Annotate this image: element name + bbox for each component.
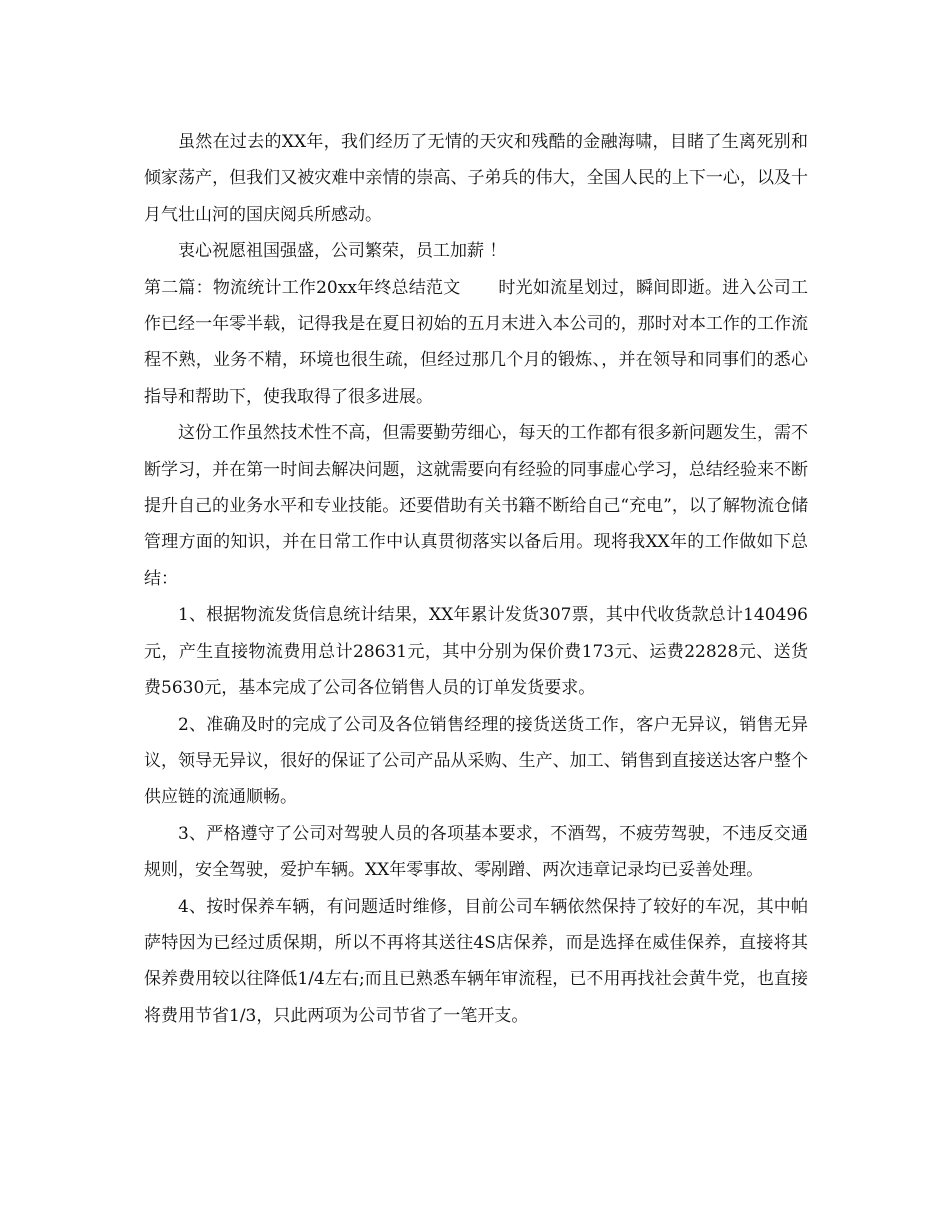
section-heading-paragraph [144, 270, 808, 416]
paragraph-blessing: 衷心祝愿祖国强盛，公司繁荣，员工加薪 ！ [178, 241, 507, 262]
paragraph-item-3: 3、严格遵守了公司对驾驶人员的各项基本要求，不酒驾，不疲劳驾驶，不违反交通规则，安全驾驶，爱护车辆。XX年零事故、零剐蹭、两次违章记录均已妥善处理。 [144, 823, 808, 881]
paragraph-item-1: 1、根据物流发货信息统计结果，XX年累计发货307票，其中代收货款总计140496元，产生直接物流费用总计28631元，其中分别为保价费173元、运费22828元、送货费5630元，基本完成了公司各位销售人员的订单发货要求。 [144, 605, 808, 699]
document-body [144, 124, 808, 1034]
paragraph-item-2: 2、准确及时的完成了公司及各位销售经理的接货送货工作，客户无异议，销售无异议，领导无异议，很好的保证了公司产品从采购、生产、加工、销售到直接送达客户整个供应链的流通顺畅。 [144, 714, 808, 808]
section-intro: 时光如流星划过，瞬间即逝。进入公司工作已经一年零半载，记得我是在夏日初始的五月末进入本公司的，那时对本工作的工作流程不熟，业务不精，环境也很生疏，但经过那几个月的锻炼、，并在领导和同事们的悉心指导和帮助下，使我取得了很多进展。 [144, 277, 808, 407]
paragraph-work-overview: 这份工作虽然技术性不高，但需要勤劳细心，每天的工作都有很多新问题发生，需不断学习，并在第一时间去解决问题，这就需要向有经验的同事虚心学习，总结经验来不断提升自己的业务水平和专业技能。还要借助有关书籍不断给自己“充电”，以了解物流仓储管理方面的知识，并在日常工作中认真贯彻落实以备后用。现将我XX年的工作做如下总结： [144, 423, 808, 589]
paragraph-disaster-reflection: 虽然在过去的XX年，我们经历了无情的天灾和残酷的金融海啸，目睹了生离死别和倾家荡产，但我们又被灾难中亲情的崇高、子弟兵的伟大，全国人民的上下一心，以及十月气壮山河的国庆阅兵所感动。 [144, 132, 808, 225]
section-title: 第二篇：物流统计工作20xx年终总结范文 [144, 277, 461, 298]
paragraph-item-4: 4、按时保养车辆，有问题适时维修，目前公司车辆依然保持了较好的车况，其中帕萨特因为已经过质保期，所以不再将其送往4S店保养，而是选择在威佳保养，直接将其保养费用较以往降低1/4左右;而且已熟悉车辆年审流程，已不用再找社会黄牛党，也直接将费用节省1/3，只此两项为公司节省了一笔开支。 [144, 896, 808, 1026]
